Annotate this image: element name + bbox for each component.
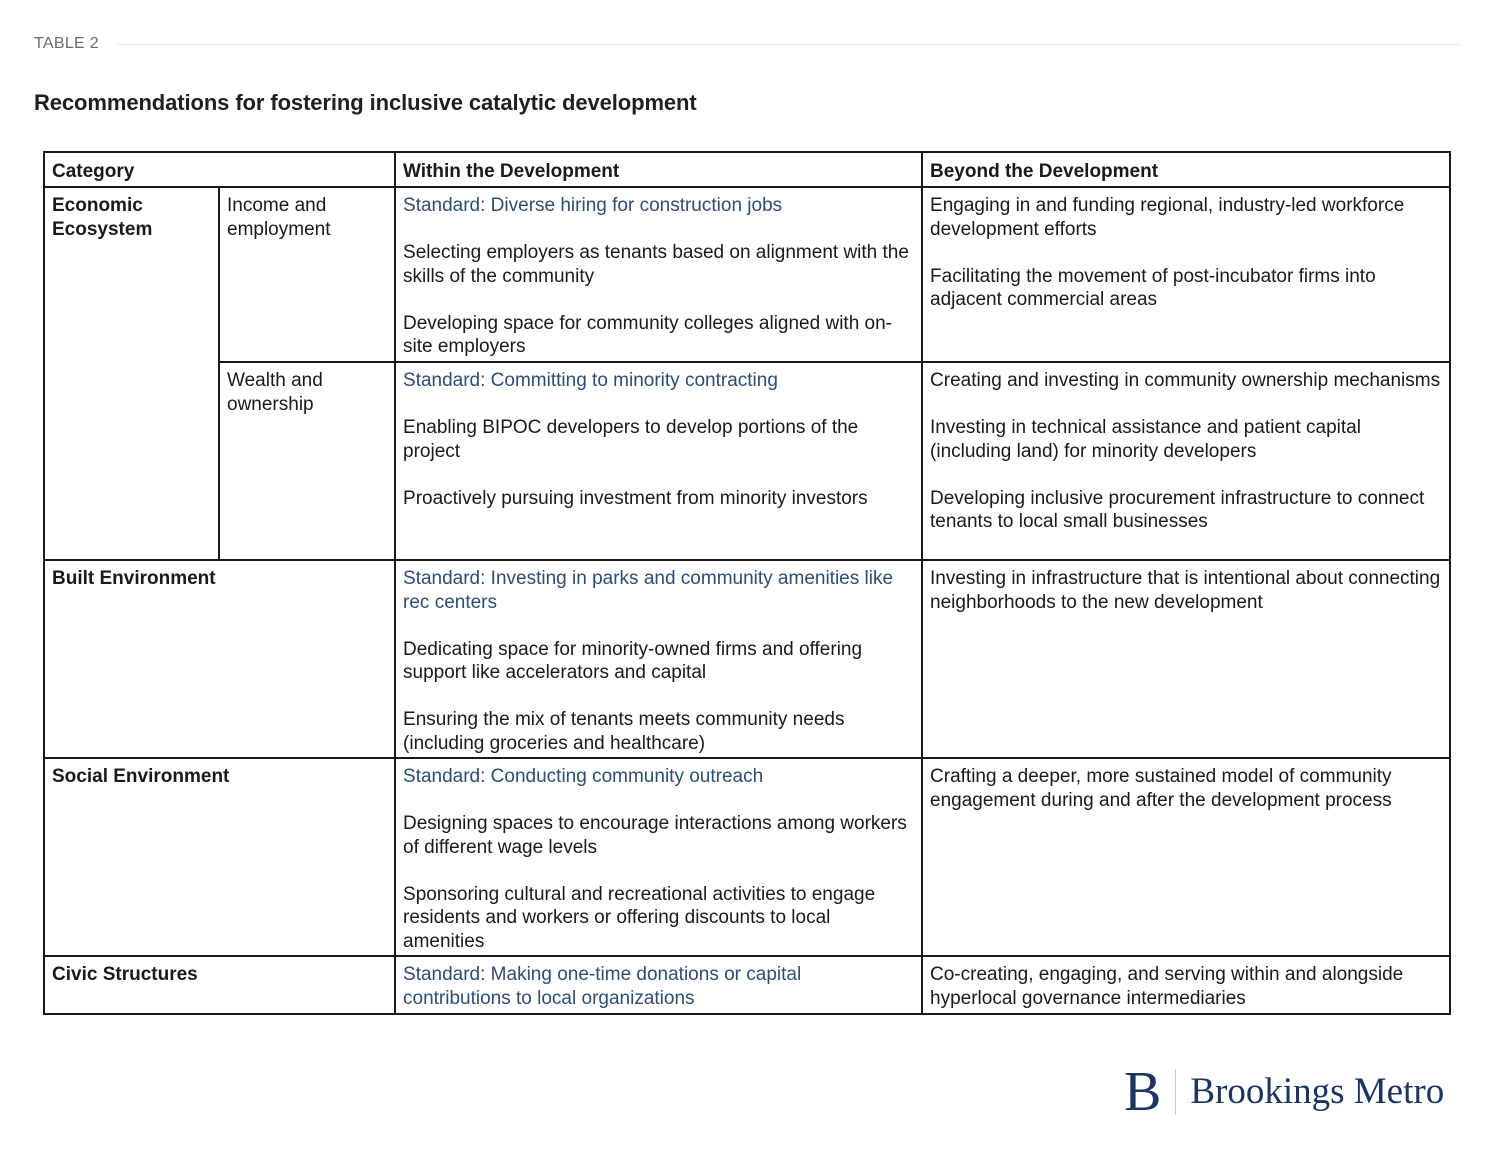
- standard-practice: Standard: Diverse hiring for construction jobs: [403, 195, 783, 216]
- beyond-cell: [922, 758, 1450, 956]
- beyond-item: Engaging in and funding regional, industry-led workforce development efforts: [930, 195, 1405, 240]
- beyond-cell: [922, 560, 1450, 758]
- category-cell: Built Environment: [44, 560, 395, 758]
- within-item: Developing space for community colleges aligned with on-site employers: [403, 312, 892, 357]
- beyond-cell: [922, 187, 1450, 362]
- logo-divider: [1175, 1069, 1176, 1115]
- within-item: Selecting employers as tenants based on alignment with the skills of the community: [403, 242, 909, 287]
- page-title: Recommendations for fostering inclusive catalytic development: [34, 90, 697, 115]
- beyond-cell: [922, 362, 1450, 560]
- within-cell: [395, 758, 922, 956]
- beyond-item: Co-creating, engaging, and serving within and alongside hyperlocal governance intermediaries: [930, 964, 1404, 1009]
- within-item: Proactively pursuing investment from minority investors: [403, 487, 868, 509]
- beyond-item: Creating and investing in community ownership mechanisms: [930, 370, 1441, 391]
- table-row: [44, 956, 1450, 1014]
- within-item: Enabling BIPOC developers to develop portions of the project: [403, 417, 859, 462]
- category-cell: Economic Ecosystem: [44, 187, 219, 560]
- standard-practice: Standard: Investing in parks and community amenities like rec centers: [403, 568, 894, 613]
- within-item: Dedicating space for minority-owned firms and offering support like accelerators and capital: [403, 638, 863, 683]
- brookings-metro-logo: [1124, 1061, 1445, 1123]
- table-row: [44, 560, 1450, 758]
- column-header-category: Category: [44, 152, 395, 187]
- table-row: [44, 362, 1450, 560]
- beyond-cell: [922, 956, 1450, 1014]
- within-cell: [395, 560, 922, 758]
- standard-practice: Standard: Committing to minority contracting: [403, 370, 778, 391]
- recommendations-table: [43, 151, 1451, 1015]
- table-row: [44, 758, 1450, 956]
- column-header-beyond: Beyond the Development: [922, 152, 1450, 187]
- within-cell: [395, 362, 922, 560]
- within-cell: [395, 956, 922, 1014]
- within-cell: [395, 187, 922, 362]
- beyond-item: Facilitating the movement of post-incubator firms into adjacent commercial areas: [930, 265, 1376, 310]
- within-item: Designing spaces to encourage interactions among workers of different wage levels: [403, 813, 907, 858]
- column-header-within: Within the Development: [395, 152, 922, 187]
- standard-practice: Standard: Making one-time donations or capital contributions to local organizations: [403, 964, 802, 1009]
- beyond-item: Developing inclusive procurement infrastructure to connect tenants to local small businesses: [930, 487, 1425, 532]
- table-label-row: [34, 33, 1460, 55]
- table-row: [44, 187, 1450, 362]
- beyond-item: Crafting a deeper, more sustained model of community engagement during and after the development process: [930, 766, 1392, 811]
- subcategory-cell: Wealth and ownership: [219, 362, 395, 560]
- divider: [117, 44, 1460, 45]
- table-label: TABLE 2: [34, 35, 99, 52]
- table-header-row: [44, 152, 1450, 187]
- brookings-b-icon: B: [1124, 1061, 1162, 1123]
- standard-practice: Standard: Conducting community outreach: [403, 766, 764, 787]
- subcategory-cell: Income and employment: [219, 187, 395, 362]
- category-cell: Social Environment: [44, 758, 395, 956]
- within-item: Sponsoring cultural and recreational activities to engage residents and workers or offering discounts to local amenities: [403, 883, 876, 952]
- category-cell: Civic Structures: [44, 956, 395, 1014]
- beyond-item: Investing in infrastructure that is intentional about connecting neighborhoods to the new development: [930, 568, 1441, 613]
- beyond-item: Investing in technical assistance and patient capital (including land) for minority developers: [930, 417, 1361, 462]
- within-item: Ensuring the mix of tenants meets community needs (including groceries and healthcare): [403, 709, 845, 754]
- logo-text: Brookings Metro: [1190, 1071, 1445, 1112]
